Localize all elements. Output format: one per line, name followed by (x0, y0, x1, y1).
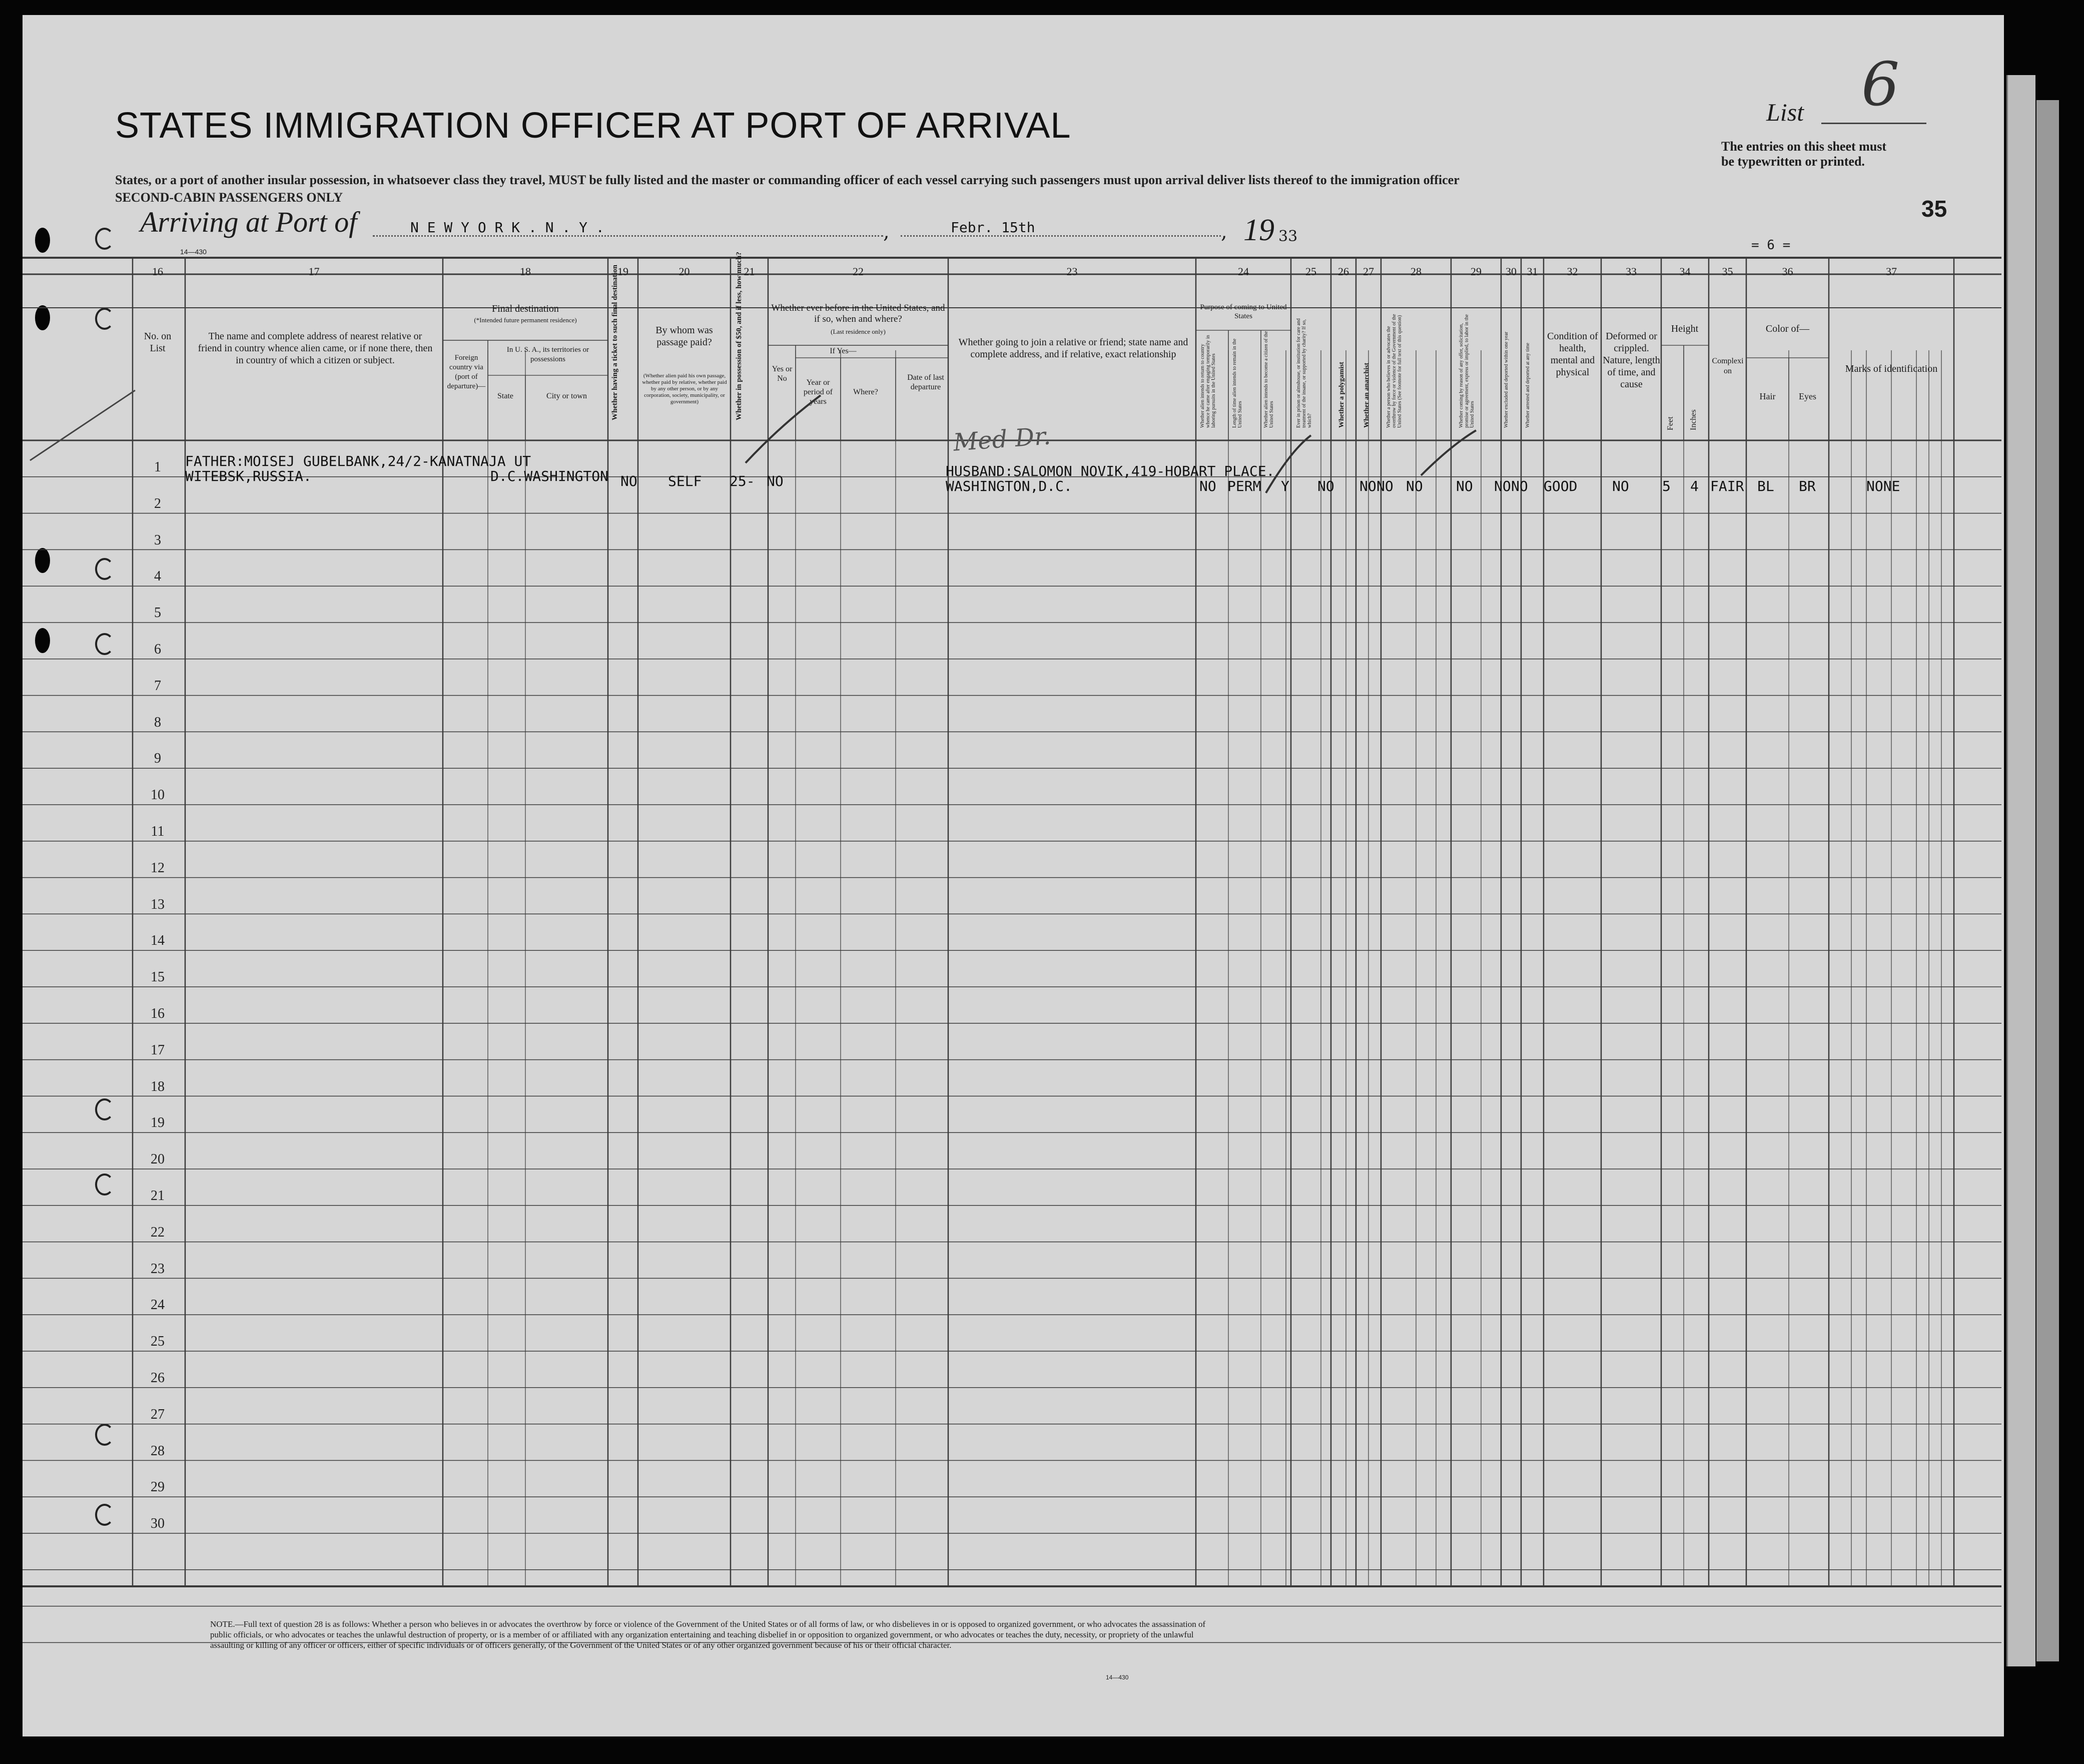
col-num-36: 36 (1782, 265, 1793, 278)
header-relative: The name and complete address of nearest relative or friend in country whence alien came, or if none there, then in country of which a citizen or subject. (198, 331, 433, 366)
row-number: 15 (151, 969, 165, 985)
entry-ticket: NO (620, 473, 637, 489)
row-number: 18 (151, 1078, 165, 1094)
instruction-line-cabin: SECOND-CABIN PASSENGERS ONLY (115, 190, 343, 205)
entry-money: 25- (730, 473, 755, 489)
row-number: 7 (154, 678, 161, 694)
row-number: 28 (151, 1443, 165, 1459)
row-number: 9 (154, 751, 161, 767)
header-health: Condition of health, mental and physical (1547, 331, 1598, 378)
entry-relative-line-2: WITEBSK,RUSSIA. (185, 468, 312, 484)
entry-labor-offer: NO (1456, 478, 1473, 494)
header-final-destination: Final destination (492, 303, 559, 314)
header-polygamist: Whether a polygamist (1338, 362, 1345, 428)
header-date-departure: Date of last departure (907, 373, 944, 391)
header-purpose: Purpose of coming to United States (1200, 303, 1287, 320)
check-stroke (746, 395, 821, 463)
date-value: Febr. 15th (951, 219, 1035, 236)
check-stroke (30, 390, 135, 460)
entry-height-inches: 4 (1690, 478, 1699, 494)
comma: , (883, 220, 890, 243)
header-overthrow: Whether a person who believes in or advocates the overthrow by force or violence of the Government of the United States (See footnote for full text of this question) (1386, 314, 1403, 428)
col-num-32: 32 (1567, 265, 1578, 278)
header-where: Where? (853, 388, 878, 396)
entry-destination: D.C.WASHINGTON (490, 468, 609, 484)
row-number: 30 (151, 1516, 165, 1532)
col-num-29: 29 (1471, 265, 1482, 278)
col-num-23: 23 (1066, 265, 1078, 278)
stamp-number: 35 (1921, 196, 1947, 222)
row-number: 16 (151, 1006, 165, 1021)
header-before-in-us-sub: (Last residence only) (831, 328, 886, 335)
row-number: 1 (154, 459, 161, 475)
header-if-yes: If Yes— (830, 347, 857, 355)
col-num-22: 22 (853, 265, 864, 278)
row-number: 13 (151, 896, 165, 912)
row-number: 10 (151, 787, 165, 803)
header-passage-paid: By whom was passage paid? (655, 325, 713, 348)
col-num-33: 33 (1626, 265, 1637, 278)
footnote-form-number: 14—430 (1106, 1674, 1129, 1681)
col-num-20: 20 (678, 265, 690, 278)
row-number: 25 (151, 1334, 165, 1350)
col-num-30: 30 (1506, 265, 1517, 278)
header-purpose-length: Length of time alien intends to remain in the United States (1232, 338, 1243, 428)
col-num-24: 24 (1238, 265, 1249, 278)
col-num-27: 27 (1363, 265, 1374, 278)
row-number: 12 (151, 860, 165, 876)
header-inches: Inches (1689, 409, 1698, 430)
footnote: NOTE.—Full text of question 28 is as follows: Whether a person who believes in or advocates the overthrow by force or violence of the Government of the United States or of all forms of law, or who disbelieves in or is opposed to organized government, or who advocates the assassination of public officials, or who advocates or teaches the unlawful destruction of property, or is a member of or affiliated with any organization entertaining and teaching disbelief in or opposition to organized government, or who advocates or teaches the duty, necessity, or propriety of the unlawful assaulting or killing of any officer or officers, either of specific individuals or of officers generally, of the Government of the United States or of any other organized government because of his or their official character. (210, 1619, 1206, 1650)
header-before-in-us: Whether ever before in the United States, and if so, when and where? (771, 303, 945, 324)
entry-joining-line-2: WASHINGTON,D.C. (946, 478, 1072, 494)
header-joining: Whether going to join a relative or friend; state name and complete address, and if relative, exact relationship (958, 337, 1188, 360)
header-color-of: Color of— (1765, 323, 1810, 334)
arriving-label: Arriving at Port of (140, 206, 357, 238)
header-complexion: Complexion (1712, 357, 1744, 375)
entry-before-in-us: NO (767, 473, 784, 489)
entries-note-2: be typewritten or printed. (1721, 154, 1865, 169)
header-year-period: Year or period of years (803, 378, 833, 406)
handwritten-note: Med Dr. (952, 422, 1052, 457)
row-number: 3 (154, 532, 161, 548)
header-deformed: Deformed or crippled. Nature, length of time, and cause (1603, 331, 1660, 390)
header-deported: Whether arrested and deported at any time (1525, 343, 1531, 428)
entries-note: The entries on this sheet must (1721, 139, 1887, 154)
entry-purpose-return: NO (1199, 478, 1216, 494)
header-feet: Feet (1666, 416, 1675, 430)
col-num-18: 18 (520, 265, 531, 278)
header-foreign-country: Foreign country via (port of departure)— (447, 354, 486, 390)
row-number: 19 (151, 1115, 165, 1131)
entry-overthrow: NO (1406, 478, 1423, 494)
header-anarchist: Whether an anarchist (1363, 362, 1370, 428)
entry-polygamist: NO (1359, 478, 1376, 494)
header-passage-paid-sub: (Whether alien paid his own passage, whether paid by relative, whether paid by any other person, or by any corporation, society, municipality, or government) (642, 373, 727, 405)
row-number: 27 (151, 1406, 165, 1422)
header-no-on-list: No. on List (144, 331, 172, 354)
col-num-21: 21 (744, 265, 755, 278)
entry-marks: NONE (1866, 478, 1900, 494)
header-ticket: Whether having a ticket to such final destination (611, 265, 619, 420)
entry-passage-paid: SELF (668, 473, 702, 489)
col-num-17: 17 (308, 265, 320, 278)
entry-relative-line-1: FATHER:MOISEJ GUBELBANK,24/2-KANATNAJA UT (185, 453, 531, 469)
form-number: 14—430 (180, 248, 207, 256)
col-num-34: 34 (1679, 265, 1691, 278)
check-stroke (1421, 430, 1476, 475)
entry-joining-line-1: HUSBAND:SALOMON NOVIK,419-HOBART PLACE. (946, 463, 1275, 479)
list-number: 6 (1861, 50, 1900, 120)
entry-anarchist: NO (1376, 478, 1394, 494)
col-num-37: 37 (1886, 265, 1897, 278)
entry-purpose-length: PERM (1227, 478, 1261, 494)
row-number: 2 (154, 495, 161, 511)
col-num-28: 28 (1411, 265, 1422, 278)
row-number: 6 (154, 642, 161, 657)
row-number: 17 (151, 1042, 165, 1058)
entry-deformed: NO (1612, 478, 1629, 494)
port-value: N E W Y O R K . N . Y . (410, 219, 604, 236)
header-eyes: Eyes (1799, 391, 1816, 401)
header-labor-offer: Whether coming by reason of any offer, solicitation, promise or agreement, express or implied, to labor in the United States (1459, 314, 1475, 428)
entry-excluded: NO (1494, 478, 1511, 494)
col-num-31: 31 (1527, 265, 1538, 278)
page-title: STATES IMMIGRATION OFFICER AT PORT OF ARRIVAL (115, 106, 1071, 146)
row-number: 26 (151, 1370, 165, 1386)
entry-health: GOOD (1544, 478, 1578, 494)
col-num-19: 19 (617, 265, 628, 278)
header-yes-no: Yes or No (772, 365, 793, 383)
header-prison: Ever in prison or almshouse, or institution for care and treatment of the insane, or supported by charity? If so, which? (1296, 318, 1312, 428)
entry-complexion: FAIR (1710, 478, 1744, 494)
list-label: List (1766, 98, 1804, 126)
col-num-35: 35 (1722, 265, 1733, 278)
row-number: 22 (151, 1224, 165, 1240)
entry-deported: NO (1511, 478, 1528, 494)
header-hair: Hair (1759, 391, 1776, 401)
header-money: Whether in possession of $50, and if less, how much? (735, 252, 743, 420)
header-marks: Marks of identification (1845, 363, 1938, 374)
check-stroke (1266, 435, 1311, 493)
row-number: 4 (154, 568, 161, 584)
row-number: 5 (154, 605, 161, 621)
header-in-usa: In U. S. A., its territories or possessions (506, 346, 589, 363)
entry-prison: NO (1317, 478, 1334, 494)
comma: , (1221, 220, 1227, 243)
header-purpose-citizen: Whether alien intends to become a citizen of the United States (1263, 331, 1274, 428)
row-number: 11 (151, 824, 165, 839)
instruction-line: States, or a port of another insular possession, in whatsoever class they travel, MUST be fully listed and the master or commanding officer of each vessel carrying such passengers must upon arrival deliver lists thereof to the immigration officer (115, 173, 1460, 187)
entry-hair: BL (1757, 478, 1774, 494)
entry-height-feet: 5 (1662, 478, 1671, 494)
row-number: 8 (154, 714, 161, 730)
col-num-16: 16 (152, 265, 163, 278)
row-number: 20 (151, 1151, 165, 1167)
header-excluded: Whether excluded and deported within one year (1504, 331, 1509, 428)
year-prefix: 19 (1243, 213, 1274, 247)
row-number: 21 (151, 1188, 165, 1204)
header-height: Height (1671, 323, 1699, 334)
header-city: City or town (546, 392, 587, 400)
sheet-number: = 6 = (1751, 238, 1791, 253)
col-num-25: 25 (1305, 265, 1316, 278)
entry-eyes: BR (1799, 478, 1816, 494)
row-number: 14 (151, 933, 165, 949)
row-number: 24 (151, 1297, 165, 1313)
entry-purpose-citizen: Y (1281, 478, 1289, 494)
header-purpose-return: Whether alien intends to return to country whence he came after engaging temporarily in laboring pursuits in the United States (1200, 335, 1216, 428)
header-final-destination-sub: (*Intended future permanent residence) (474, 316, 577, 324)
row-number: 23 (151, 1261, 165, 1277)
header-state: State (497, 392, 513, 400)
col-num-26: 26 (1338, 265, 1349, 278)
row-number: 29 (151, 1479, 165, 1495)
year-suffix: 33 (1278, 228, 1298, 245)
